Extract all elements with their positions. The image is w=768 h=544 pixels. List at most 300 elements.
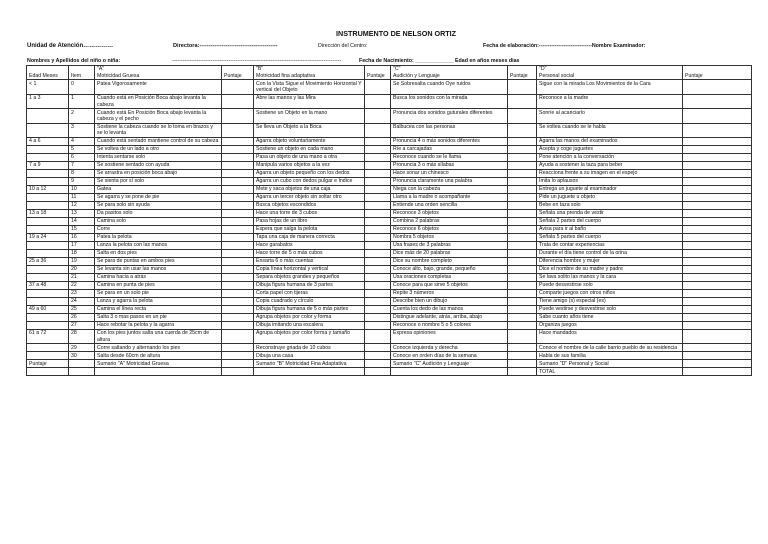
puntaje-a-cell[interactable] [222, 250, 254, 258]
edad-cell: 7 a 9 [27, 162, 69, 170]
puntaje-a-cell[interactable] [222, 210, 254, 218]
puntaje-d-cell[interactable] [683, 306, 752, 314]
audicion-lenguaje-cell: Conoce alto, bajo, grande, pequeño [391, 266, 508, 274]
puntaje-b-cell[interactable] [365, 282, 391, 290]
edad-cell [27, 368, 69, 376]
motricidad-fina-cell: Tapa una caja de manera correcta [254, 234, 365, 242]
item-cell: 10 [69, 186, 95, 194]
table-row [27, 250, 752, 258]
edad-cell [27, 218, 69, 226]
motricidad-fina-cell: Pasa hojas de un libro [254, 218, 365, 226]
puntaje-d-cell[interactable] [683, 282, 752, 290]
edad-cell: 37 a 48 [27, 282, 69, 290]
motricidad-gruesa-cell: Se sostiene sentado con ayuda [95, 162, 222, 170]
puntaje-c-cell[interactable] [508, 194, 537, 202]
puntaje-a-cell[interactable] [222, 80, 254, 94]
personal-social-cell: Dice el nombre de su madre y padre [537, 266, 683, 274]
puntaje-c-cell[interactable] [508, 368, 537, 376]
table-row [27, 314, 752, 322]
audicion-lenguaje-cell: Conoce para que sirve 5 objetos [391, 282, 508, 290]
puntaje-a-cell[interactable] [222, 282, 254, 290]
audicion-lenguaje-cell: Reconoce cuando se le llama [391, 154, 508, 162]
puntaje-b-cell[interactable] [365, 80, 391, 94]
puntaje-b-cell[interactable] [365, 250, 391, 258]
puntaje-d-cell[interactable] [683, 94, 752, 108]
puntaje-a-cell[interactable] [222, 352, 254, 360]
motricidad-fina-cell: Sumario "B" Motricidad Fina Adaptativa [254, 360, 365, 368]
edad-cell [27, 194, 69, 202]
puntaje-b-cell[interactable] [365, 162, 391, 170]
edad-cell [27, 274, 69, 282]
puntaje-b-cell[interactable] [365, 210, 391, 218]
puntaje-b-cell[interactable] [365, 218, 391, 226]
puntaje-a-cell[interactable] [222, 109, 254, 123]
table-row [27, 162, 752, 170]
motricidad-gruesa-cell: Camina en punta de pies [95, 282, 222, 290]
table-row [27, 298, 752, 306]
puntaje-c-cell[interactable] [508, 123, 537, 137]
puntaje-a-cell[interactable] [222, 170, 254, 178]
puntaje-b-cell[interactable] [365, 123, 391, 137]
personal-social-cell: Puede vestirse y desvestirse solo [537, 306, 683, 314]
audicion-lenguaje-cell: Conoce izquierda y derecha [391, 344, 508, 352]
puntaje-d-cell[interactable] [683, 266, 752, 274]
puntaje-a-cell[interactable] [222, 368, 254, 376]
item-cell: 3 [69, 123, 95, 137]
motricidad-gruesa-cell: Camina hacia a atrás [95, 274, 222, 282]
puntaje-a-cell[interactable] [222, 194, 254, 202]
puntaje-b-cell[interactable] [365, 266, 391, 274]
column-header-row [27, 66, 752, 80]
audicion-lenguaje-cell: Conoce en orden días de la semana [391, 352, 508, 360]
puntaje-d-cell[interactable] [683, 80, 752, 94]
motricidad-fina-cell: Manipula varios objetos a la vez [254, 162, 365, 170]
puntaje-b-cell[interactable] [365, 138, 391, 146]
motricidad-gruesa-cell: Se arrastra en posición boca abajo [95, 170, 222, 178]
puntaje-c-cell[interactable] [508, 352, 537, 360]
item-cell: 26 [69, 314, 95, 322]
puntaje-b-cell[interactable] [365, 330, 391, 344]
personal-social-cell: Sigue con la mirada Los Movimientos de la Cara [537, 80, 683, 94]
audicion-lenguaje-cell: Ríe a carcajadas [391, 146, 508, 154]
table-row [27, 368, 752, 376]
personal-social-cell: Señala 2 partes del cuerpo [537, 218, 683, 226]
motricidad-gruesa-cell [95, 368, 222, 376]
edad-header: Edad Meses [27, 66, 69, 80]
dash-line: ------------------------------------------------------------------------------------------------ [172, 58, 342, 64]
motricidad-gruesa-cell: Cuando está sentado mantiene control de su cabeza [95, 138, 222, 146]
motricidad-gruesa-cell: Se para de puntas en ambos pies [95, 258, 222, 266]
personal-social-cell: Trata de contar experiencias [537, 242, 683, 250]
table-row [27, 234, 752, 242]
puntaje-d-cell[interactable] [683, 344, 752, 352]
table-row [27, 306, 752, 314]
item-cell: 27 [69, 322, 95, 330]
table-row [27, 154, 752, 162]
personal-social-cell: Hace mandados [537, 330, 683, 344]
personal-social-cell: Se voltea cuando se le habla [537, 123, 683, 137]
puntaje-d-cell[interactable] [683, 274, 752, 282]
personal-social-cell: Sumario "D" Personal y Social [537, 360, 683, 368]
puntaje-d-cell[interactable] [683, 242, 752, 250]
personal-social-cell: Bebe en taza solo [537, 202, 683, 210]
puntaje-a-cell[interactable] [222, 94, 254, 108]
audicion-lenguaje-cell: Distingue adelante, atrás, arriba, abajo [391, 314, 508, 322]
edad-cell [27, 298, 69, 306]
puntaje-c-cell[interactable] [508, 274, 537, 282]
audicion-lenguaje-cell: Pronuncia 4 o más sonidos diferentes [391, 138, 508, 146]
puntaje-c-cell[interactable] [508, 314, 537, 322]
motricidad-fina-cell: Sostiene un Objeto en la mano [254, 109, 365, 123]
puntaje-a-cell[interactable] [222, 290, 254, 298]
puntaje-b-cell[interactable] [365, 226, 391, 234]
puntaje-c-cell[interactable] [508, 170, 537, 178]
puntaje-a-cell[interactable] [222, 258, 254, 266]
puntaje-a-cell[interactable] [222, 123, 254, 137]
puntaje-a-cell[interactable] [222, 226, 254, 234]
puntaje-a-cell[interactable] [222, 344, 254, 352]
motricidad-gruesa-cell: Salta 3 o mas pasos en un pie [95, 314, 222, 322]
edad-cell [27, 352, 69, 360]
puntaje-c-cell[interactable] [508, 306, 537, 314]
edad-cell: 19 a 24 [27, 234, 69, 242]
puntaje-b-cell[interactable] [365, 178, 391, 186]
audicion-lenguaje-cell: Llama a la madre o acompañante [391, 194, 508, 202]
edad-cell [27, 242, 69, 250]
edad-cell [27, 344, 69, 352]
audicion-lenguaje-cell: Reconoce 6 objetos [391, 226, 508, 234]
audicion-lenguaje-cell: Pronuncia 3 o más sílabas [391, 162, 508, 170]
puntaje-a-cell[interactable] [222, 330, 254, 344]
puntaje-d-cell[interactable] [683, 234, 752, 242]
motricidad-fina-cell: Reconstruye griada de 10 cubos [254, 344, 365, 352]
col-a-header: "A" Motricidad Gruesa [95, 66, 222, 80]
motricidad-fina-cell: Dibuja una casa [254, 352, 365, 360]
puntaje-c-cell[interactable] [508, 162, 537, 170]
puntaje-b-cell[interactable] [365, 322, 391, 330]
puntaje-b-cell[interactable] [365, 258, 391, 266]
puntaje-c-cell[interactable] [508, 154, 537, 162]
puntaje-d-cell[interactable] [683, 250, 752, 258]
puntaje-c-cell[interactable] [508, 282, 537, 290]
motricidad-fina-cell: Abre las manos y las Mira [254, 94, 365, 108]
item-cell: 19 [69, 258, 95, 266]
table-row [27, 210, 752, 218]
puntaje-d-cell[interactable] [683, 298, 752, 306]
col-d-header: "D" Personal social [537, 66, 683, 80]
puntaje-b-cell[interactable] [365, 194, 391, 202]
personal-social-cell: Conoce el nombre de la calle barrio pueblo de su residencia [537, 344, 683, 352]
puntaje-d-cell[interactable] [683, 146, 752, 154]
puntaje-b-cell[interactable] [365, 186, 391, 194]
puntaje-b-header: Puntaje [365, 66, 391, 80]
item-cell: 17 [69, 242, 95, 250]
puntaje-c-cell[interactable] [508, 330, 537, 344]
puntaje-d-cell[interactable] [683, 138, 752, 146]
personal-social-cell: Ayuda a sostener la taza para beber [537, 162, 683, 170]
directora-label: Directora:------------------------------------------ [173, 43, 278, 49]
edad-cell: 49 a 60 [27, 306, 69, 314]
puntaje-b-cell[interactable] [365, 360, 391, 368]
puntaje-c-cell[interactable] [508, 186, 537, 194]
puntaje-b-cell[interactable] [365, 170, 391, 178]
motricidad-gruesa-cell: Camina el línea recta [95, 306, 222, 314]
puntaje-c-cell[interactable] [508, 218, 537, 226]
motricidad-fina-cell: Separa objetos grandes y pequeños [254, 274, 365, 282]
motricidad-gruesa-cell: Se para en un solo pie [95, 290, 222, 298]
puntaje-d-cell[interactable] [683, 170, 752, 178]
item-cell [69, 360, 95, 368]
audicion-lenguaje-cell: Reconoce 3 objetos [391, 210, 508, 218]
table-row [27, 242, 752, 250]
col-c-header: "C" Audición y Lenguaje [391, 66, 508, 80]
edad-cell: 13 a 18 [27, 210, 69, 218]
motricidad-gruesa-cell: Sumario "A" Motricidad Gruesa [95, 360, 222, 368]
motricidad-fina-cell: Agarra objeto voluntariamente [254, 138, 365, 146]
audicion-lenguaje-cell: Describe bien un dibujo [391, 298, 508, 306]
puntaje-a-cell[interactable] [222, 218, 254, 226]
motricidad-fina-cell: Dibuja figura humana de 5 o más partes [254, 306, 365, 314]
motricidad-fina-cell: Agarra un cubo con dedos pulgar e índice [254, 178, 365, 186]
item-cell: 18 [69, 250, 95, 258]
puntaje-c-cell[interactable] [508, 226, 537, 234]
item-cell: 30 [69, 352, 95, 360]
item-cell: 13 [69, 210, 95, 218]
puntaje-c-cell[interactable] [508, 360, 537, 368]
table-row [27, 352, 752, 360]
puntaje-b-cell[interactable] [365, 94, 391, 108]
puntaje-c-cell[interactable] [508, 178, 537, 186]
puntaje-b-cell[interactable] [365, 274, 391, 282]
table-row [27, 344, 752, 352]
puntaje-b-cell[interactable] [365, 314, 391, 322]
motricidad-fina-cell: Agarra un tercer objeto sin soltar otro [254, 194, 365, 202]
motricidad-gruesa-cell: Da pasitos solo [95, 210, 222, 218]
edad-cell [27, 322, 69, 330]
edad-cell [27, 314, 69, 322]
item-cell: 1 [69, 94, 95, 108]
puntaje-a-cell[interactable] [222, 234, 254, 242]
puntaje-b-cell[interactable] [365, 109, 391, 123]
personal-social-cell: Avisa para ir al baño [537, 226, 683, 234]
puntaje-d-cell[interactable] [683, 194, 752, 202]
puntaje-a-cell[interactable] [222, 242, 254, 250]
personal-social-cell: Agarra las manos del examinados [537, 138, 683, 146]
edad-cell: Puntaje [27, 360, 69, 368]
puntaje-a-cell[interactable] [222, 162, 254, 170]
personal-social-cell: Acepta y coge juguetes [537, 146, 683, 154]
edad-cell [27, 109, 69, 123]
item-header: Item [69, 66, 95, 80]
edad-cell [27, 250, 69, 258]
puntaje-b-cell[interactable] [365, 298, 391, 306]
puntaje-d-cell[interactable] [683, 360, 752, 368]
puntaje-d-cell[interactable] [683, 290, 752, 298]
puntaje-d-cell[interactable] [683, 368, 752, 376]
puntaje-b-cell[interactable] [365, 368, 391, 376]
audicion-lenguaje-cell: Se Sobresalta cuando Oye ruidos [391, 80, 508, 94]
motricidad-fina-cell: Agarra un objeto pequeño con los dedos [254, 170, 365, 178]
puntaje-b-cell[interactable] [365, 352, 391, 360]
puntaje-d-cell[interactable] [683, 202, 752, 210]
edad-cell [27, 170, 69, 178]
personal-social-cell: Señala una prenda de vestir [537, 210, 683, 218]
puntaje-c-cell[interactable] [508, 138, 537, 146]
motricidad-fina-cell: Agrupa objetos por color forma y tamaño [254, 330, 365, 344]
motricidad-gruesa-cell: Gatea [95, 186, 222, 194]
edad-cell: 1 a 3 [27, 94, 69, 108]
puntaje-d-cell[interactable] [683, 178, 752, 186]
table-row [27, 218, 752, 226]
puntaje-c-cell[interactable] [508, 290, 537, 298]
puntaje-d-cell[interactable] [683, 330, 752, 344]
puntaje-c-cell[interactable] [508, 234, 537, 242]
motricidad-fina-cell: Sostiene un objeto en cada mano [254, 146, 365, 154]
edad-cell [27, 202, 69, 210]
personal-social-cell: Habla de sus familia [537, 352, 683, 360]
puntaje-a-cell[interactable] [222, 202, 254, 210]
puntaje-d-cell[interactable] [683, 258, 752, 266]
motricidad-gruesa-cell: Corre saltando y alternando los pies [95, 344, 222, 352]
table-row [27, 138, 752, 146]
personal-social-cell: Sonríe al acariciarlo [537, 109, 683, 123]
puntaje-d-cell[interactable] [683, 162, 752, 170]
motricidad-gruesa-cell: Lanza la pelota con las manos [95, 242, 222, 250]
puntaje-d-cell[interactable] [683, 314, 752, 322]
puntaje-d-header: Puntaje [683, 66, 752, 80]
puntaje-c-cell[interactable] [508, 266, 537, 274]
puntaje-a-cell[interactable] [222, 322, 254, 330]
puntaje-a-cell[interactable] [222, 154, 254, 162]
audicion-lenguaje-cell: Combina 2 palabras [391, 218, 508, 226]
document-title: INSTRUMENTO DE NELSON ORTIZ [336, 29, 457, 38]
unidad-label: Unidad de Atención…………… [27, 43, 114, 49]
puntaje-b-cell[interactable] [365, 306, 391, 314]
puntaje-d-cell[interactable] [683, 154, 752, 162]
puntaje-d-cell[interactable] [683, 109, 752, 123]
puntaje-b-cell[interactable] [365, 344, 391, 352]
puntaje-c-header: Puntaje [508, 66, 537, 80]
audicion-lenguaje-cell: Balbucea con las personas [391, 123, 508, 137]
motricidad-fina-cell: Dibuja figura humana de 3 partes [254, 282, 365, 290]
puntaje-c-cell[interactable] [508, 242, 537, 250]
puntaje-c-cell[interactable] [508, 146, 537, 154]
puntaje-b-cell[interactable] [365, 290, 391, 298]
puntaje-a-cell[interactable] [222, 298, 254, 306]
puntaje-b-cell[interactable] [365, 242, 391, 250]
puntaje-c-cell[interactable] [508, 250, 537, 258]
nombres-label: Nombres y Apellidos del niño o niña: [27, 58, 121, 64]
puntaje-b-cell[interactable] [365, 146, 391, 154]
puntaje-a-cell[interactable] [222, 186, 254, 194]
audicion-lenguaje-cell: Usa frases de 3 palabras [391, 242, 508, 250]
audicion-lenguaje-cell: Expresa opiniones [391, 330, 508, 344]
puntaje-b-cell[interactable] [365, 202, 391, 210]
audicion-lenguaje-cell: Busca los sonidos con la mirada [391, 94, 508, 108]
audicion-lenguaje-cell: Pronuncia dos sonidos guturales diferentes [391, 109, 508, 123]
puntaje-c-cell[interactable] [508, 80, 537, 94]
puntaje-a-cell[interactable] [222, 274, 254, 282]
motricidad-gruesa-cell: Con los pies juntos salta una cuerda de 25cm de altura [95, 330, 222, 344]
motricidad-gruesa-cell: Sostiene la cabeza cuando se lo toma en brazos y se lo levanta [95, 123, 222, 137]
motricidad-gruesa-cell: Lanza y agarra la pelota [95, 298, 222, 306]
motricidad-gruesa-cell: Patea Vigorosamente [95, 80, 222, 94]
puntaje-d-cell[interactable] [683, 123, 752, 137]
puntaje-c-cell[interactable] [508, 109, 537, 123]
puntaje-c-cell[interactable] [508, 322, 537, 330]
motricidad-gruesa-cell: Intenta sentarse solo [95, 154, 222, 162]
item-cell: 15 [69, 226, 95, 234]
personal-social-cell: Comparte juegos con otros niños [537, 290, 683, 298]
direccion-label: Dirección del Centro: [318, 43, 368, 49]
puntaje-d-cell[interactable] [683, 218, 752, 226]
puntaje-a-cell[interactable] [222, 146, 254, 154]
puntaje-b-cell[interactable] [365, 234, 391, 242]
item-cell: 25 [69, 306, 95, 314]
puntaje-a-cell[interactable] [222, 138, 254, 146]
puntaje-c-cell[interactable] [508, 258, 537, 266]
audicion-lenguaje-cell: Entiende una orden sencilla [391, 202, 508, 210]
table-row [27, 226, 752, 234]
table-row [27, 94, 752, 108]
audicion-lenguaje-cell: Dice su nombre completo [391, 258, 508, 266]
personal-social-cell: Tiene amigo (s) especial (es) [537, 298, 683, 306]
puntaje-c-cell[interactable] [508, 202, 537, 210]
puntaje-a-cell[interactable] [222, 360, 254, 368]
edad-cell [27, 290, 69, 298]
motricidad-fina-cell: Con la Vista Sigue el Movimiento Horizontal Y vertical del Objeto [254, 80, 365, 94]
personal-social-cell: Pone atención a la conversación [537, 154, 683, 162]
puntaje-a-cell[interactable] [222, 314, 254, 322]
personal-social-cell: Entrega un juguete al examinador [537, 186, 683, 194]
audicion-lenguaje-cell: Niega con la cabeza [391, 186, 508, 194]
fecha-nacimiento-label: Fecha de Nacimiento: _____________ Edad en años meses dias [359, 58, 520, 64]
personal-social-cell: Pide un juguete u objeto [537, 194, 683, 202]
puntaje-d-cell[interactable] [683, 322, 752, 330]
puntaje-a-cell[interactable] [222, 266, 254, 274]
motricidad-gruesa-cell: Hace rebotar la pelota y la agarra [95, 322, 222, 330]
item-cell: 11 [69, 194, 95, 202]
motricidad-fina-cell: Hace torre de 5 o más cubos [254, 250, 365, 258]
puntaje-b-cell[interactable] [365, 154, 391, 162]
personal-social-cell: Se lava solito las manos y la cara [537, 274, 683, 282]
puntaje-c-cell[interactable] [508, 94, 537, 108]
puntaje-c-cell[interactable] [508, 344, 537, 352]
puntaje-a-cell[interactable] [222, 306, 254, 314]
fecha-elaboracion-label: Fecha de elaboración:------------------------------Nombre Examinador: [483, 43, 646, 49]
puntaje-a-header: Puntaje [222, 66, 254, 80]
motricidad-gruesa-cell: Salta desde 60cm de altura [95, 352, 222, 360]
puntaje-c-cell[interactable] [508, 298, 537, 306]
motricidad-gruesa-cell: Cuando está En Posición Boca abajo levanta la cabeza y el pecho [95, 109, 222, 123]
puntaje-a-cell[interactable] [222, 178, 254, 186]
table-row [27, 330, 752, 344]
motricidad-fina-cell: Pasa un objeto de una mano a otra [254, 154, 365, 162]
motricidad-gruesa-cell: Se para solo sin ayuda [95, 202, 222, 210]
table-row [27, 170, 752, 178]
puntaje-d-cell[interactable] [683, 226, 752, 234]
motricidad-fina-cell: Ensarta 6 o más cuentas [254, 258, 365, 266]
motricidad-gruesa-cell: Corre [95, 226, 222, 234]
puntaje-d-cell[interactable] [683, 210, 752, 218]
puntaje-c-cell[interactable] [508, 210, 537, 218]
puntaje-d-cell[interactable] [683, 186, 752, 194]
col-b-header: "B" Motricidad fina adaptativa [254, 66, 365, 80]
puntaje-d-cell[interactable] [683, 352, 752, 360]
motricidad-fina-cell: Hace una torre de 3 cubos [254, 210, 365, 218]
motricidad-gruesa-cell: Patea la pelota [95, 234, 222, 242]
edad-cell [27, 146, 69, 154]
